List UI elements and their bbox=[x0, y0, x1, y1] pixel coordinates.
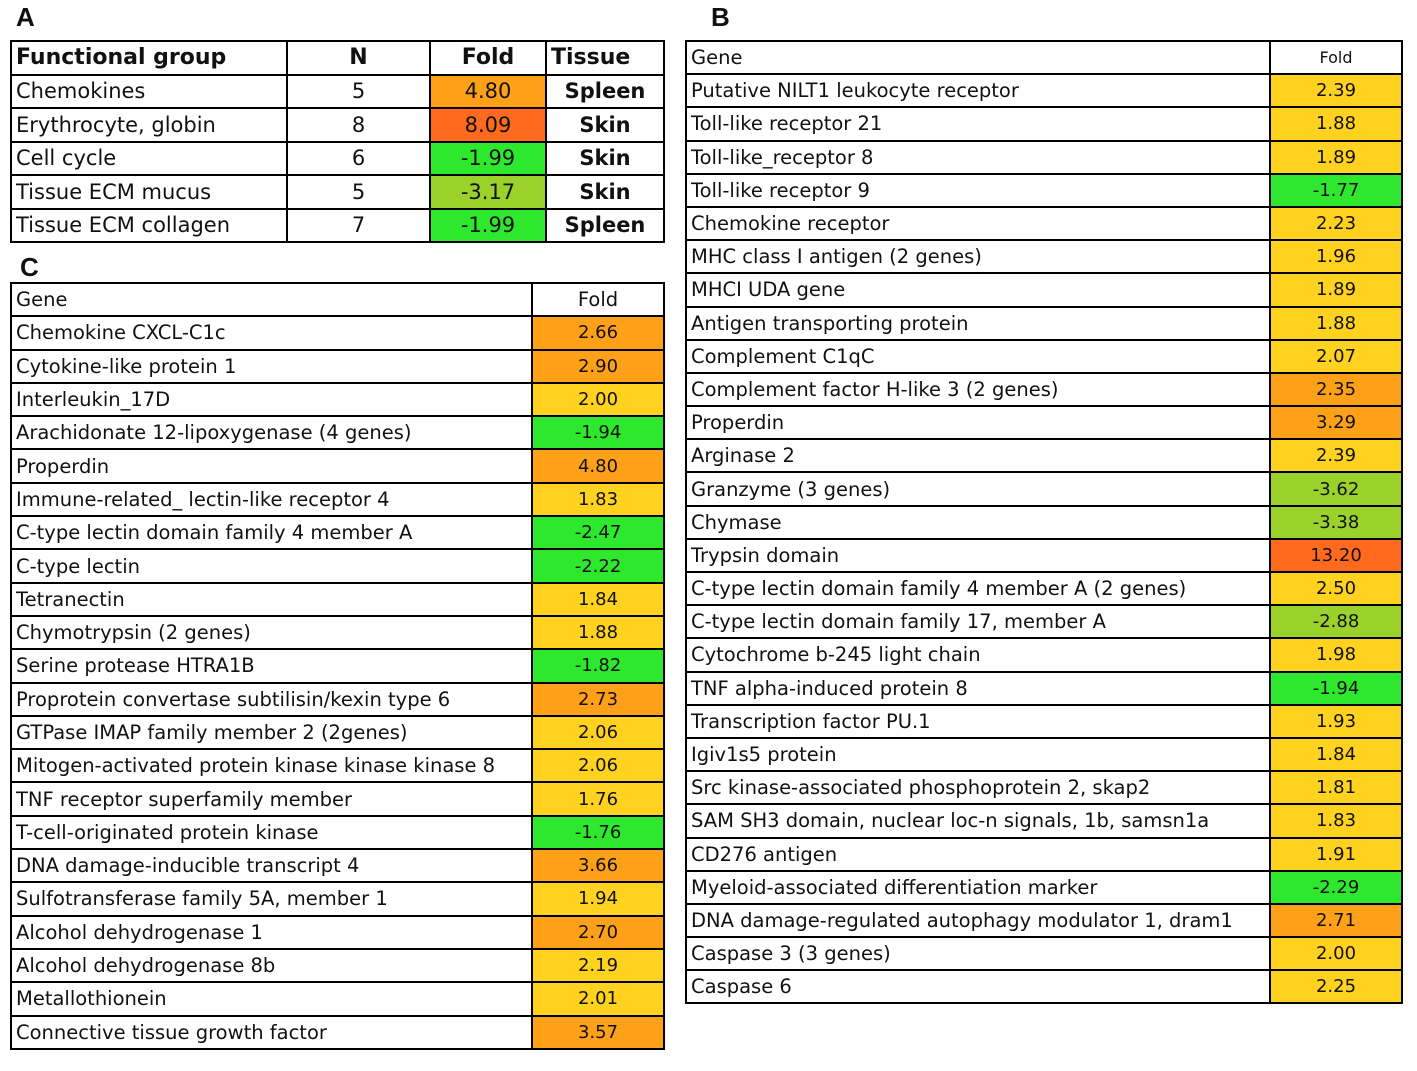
fold-cell: 2.66 bbox=[532, 316, 664, 349]
table-row bbox=[686, 539, 1402, 572]
tissue-cell: Spleen bbox=[546, 75, 664, 109]
table-row bbox=[11, 516, 664, 549]
fold-cell: 3.29 bbox=[1270, 406, 1402, 439]
fold-cell: 1.91 bbox=[1270, 838, 1402, 871]
table-row bbox=[11, 982, 664, 1015]
n-cell: 5 bbox=[287, 175, 430, 209]
table-row bbox=[686, 871, 1402, 904]
fold-cell: 1.94 bbox=[532, 882, 664, 915]
gene-name-cell: Cytokine-like protein 1 bbox=[11, 350, 532, 383]
table-row bbox=[11, 549, 664, 582]
fold-cell: 2.23 bbox=[1270, 207, 1402, 240]
gene-name-cell: DNA damage-regulated autophagy modulator 1, dram1 bbox=[686, 904, 1270, 937]
fold-cell: -1.77 bbox=[1270, 174, 1402, 207]
fold-cell: 1.89 bbox=[1270, 141, 1402, 174]
fold-cell: 2.25 bbox=[1270, 970, 1402, 1003]
gene-name-cell: MHC class I antigen (2 genes) bbox=[686, 240, 1270, 273]
gene-name-cell: Serine protease HTRA1B bbox=[11, 649, 532, 682]
fold-cell: 2.50 bbox=[1270, 572, 1402, 605]
gene-name-cell: SAM SH3 domain, nuclear loc-n signals, 1b, samsn1a bbox=[686, 804, 1270, 837]
table-row bbox=[686, 406, 1402, 439]
gene-name-cell: Toll-like_receptor 8 bbox=[686, 141, 1270, 174]
gene-name-cell: Granzyme (3 genes) bbox=[686, 472, 1270, 505]
fold-cell: 4.80 bbox=[532, 449, 664, 482]
gene-name-cell: C-type lectin domain family 4 member A bbox=[11, 516, 532, 549]
fold-cell: 13.20 bbox=[1270, 539, 1402, 572]
gene-name-cell: C-type lectin bbox=[11, 549, 532, 582]
gene-name-cell: Connective tissue growth factor bbox=[11, 1016, 532, 1049]
fold-cell: -1.99 bbox=[430, 142, 546, 176]
fold-cell: 1.89 bbox=[1270, 273, 1402, 306]
fold-cell: 2.39 bbox=[1270, 439, 1402, 472]
gene-name-cell: Myeloid-associated differentiation marker bbox=[686, 871, 1270, 904]
fold-cell: 8.09 bbox=[430, 108, 546, 142]
table-row bbox=[11, 916, 664, 949]
gene-name-cell: Sulfotransferase family 5A, member 1 bbox=[11, 882, 532, 915]
gene-name-cell: Proprotein convertase subtilisin/kexin type 6 bbox=[11, 683, 532, 716]
table-row bbox=[686, 207, 1402, 240]
table-row bbox=[11, 1016, 664, 1049]
gene-name-cell: Toll-like receptor 9 bbox=[686, 174, 1270, 207]
table-row bbox=[686, 506, 1402, 539]
fold-cell: 2.07 bbox=[1270, 340, 1402, 373]
table-header-row bbox=[11, 41, 664, 75]
functional-group-cell: Chemokines bbox=[11, 75, 287, 109]
gene-name-cell: Chemokine CXCL-C1c bbox=[11, 316, 532, 349]
table-row bbox=[686, 838, 1402, 871]
fold-cell: -1.94 bbox=[1270, 672, 1402, 705]
gene-name-cell: Chymotrypsin (2 genes) bbox=[11, 616, 532, 649]
gene-name-cell: Alcohol dehydrogenase 8b bbox=[11, 949, 532, 982]
fold-cell: 1.81 bbox=[1270, 771, 1402, 804]
fold-cell: 2.71 bbox=[1270, 904, 1402, 937]
gene-name-cell: Putative NILT1 leukocyte receptor bbox=[686, 74, 1270, 107]
gene-name-cell: Chymase bbox=[686, 506, 1270, 539]
table-row bbox=[686, 240, 1402, 273]
table-row bbox=[686, 771, 1402, 804]
gene-name-cell: TNF alpha-induced protein 8 bbox=[686, 672, 1270, 705]
table-header-row bbox=[686, 41, 1402, 74]
gene-name-cell: Metallothionein bbox=[11, 982, 532, 1015]
gene-name-cell: T-cell-originated protein kinase bbox=[11, 816, 532, 849]
gene-name-cell: Interleukin_17D bbox=[11, 383, 532, 416]
table-row bbox=[686, 273, 1402, 306]
gene-fold-table-c bbox=[10, 282, 665, 1050]
table-row bbox=[11, 782, 664, 815]
gene-name-cell: Arginase 2 bbox=[686, 439, 1270, 472]
fold-cell: -3.62 bbox=[1270, 472, 1402, 505]
gene-name-cell: CD276 antigen bbox=[686, 838, 1270, 871]
gene-name-cell: Complement factor H-like 3 (2 genes) bbox=[686, 373, 1270, 406]
fold-cell: 1.83 bbox=[532, 483, 664, 516]
table-row bbox=[11, 882, 664, 915]
table-row bbox=[11, 142, 664, 176]
gene-name-cell: Caspase 6 bbox=[686, 970, 1270, 1003]
gene-name-cell: Cytochrome b-245 light chain bbox=[686, 638, 1270, 671]
fold-cell: 3.66 bbox=[532, 849, 664, 882]
column-header-gene: Gene bbox=[11, 283, 532, 316]
table-row bbox=[11, 350, 664, 383]
table-body bbox=[686, 74, 1402, 1003]
panel-label-c: C bbox=[20, 252, 39, 282]
table-row bbox=[11, 949, 664, 982]
table-row bbox=[686, 174, 1402, 207]
fold-cell: 1.88 bbox=[532, 616, 664, 649]
n-cell: 7 bbox=[287, 209, 430, 243]
fold-cell: 2.39 bbox=[1270, 74, 1402, 107]
column-header-functional-group: Functional group bbox=[11, 41, 287, 75]
table-row bbox=[686, 74, 1402, 107]
table-row bbox=[11, 383, 664, 416]
column-header-fold: Fold bbox=[1270, 41, 1402, 74]
table-row bbox=[11, 108, 664, 142]
table-row bbox=[686, 904, 1402, 937]
table-row bbox=[11, 316, 664, 349]
column-header-tissue: Tissue bbox=[546, 41, 664, 75]
fold-cell: 2.00 bbox=[1270, 937, 1402, 970]
fold-cell: 1.84 bbox=[1270, 738, 1402, 771]
fold-cell: 2.06 bbox=[532, 749, 664, 782]
tissue-cell: Spleen bbox=[546, 209, 664, 243]
gene-name-cell: Transcription factor PU.1 bbox=[686, 705, 1270, 738]
table-row bbox=[686, 439, 1402, 472]
table-row bbox=[686, 307, 1402, 340]
gene-name-cell: Tetranectin bbox=[11, 583, 532, 616]
gene-name-cell: Toll-like receptor 21 bbox=[686, 107, 1270, 140]
table-row bbox=[686, 804, 1402, 837]
tissue-cell: Skin bbox=[546, 108, 664, 142]
fold-cell: -3.38 bbox=[1270, 506, 1402, 539]
table-row bbox=[11, 209, 664, 243]
gene-name-cell: Caspase 3 (3 genes) bbox=[686, 937, 1270, 970]
functional-group-cell: Tissue ECM mucus bbox=[11, 175, 287, 209]
table-row bbox=[11, 716, 664, 749]
gene-name-cell: Antigen transporting protein bbox=[686, 307, 1270, 340]
fold-cell: 4.80 bbox=[430, 75, 546, 109]
fold-cell: 3.57 bbox=[532, 1016, 664, 1049]
gene-name-cell: Immune-related_ lectin-like receptor 4 bbox=[11, 483, 532, 516]
table-row bbox=[11, 816, 664, 849]
n-cell: 6 bbox=[287, 142, 430, 176]
column-header-fold: Fold bbox=[532, 283, 664, 316]
table-row bbox=[686, 705, 1402, 738]
column-header-n: N bbox=[287, 41, 430, 75]
tissue-cell: Skin bbox=[546, 142, 664, 176]
table-body bbox=[11, 75, 664, 243]
fold-cell: -1.76 bbox=[532, 816, 664, 849]
gene-name-cell: C-type lectin domain family 4 member A (2 genes) bbox=[686, 572, 1270, 605]
table-row bbox=[686, 672, 1402, 705]
table-row bbox=[11, 749, 664, 782]
panel-label-b: B bbox=[711, 2, 730, 32]
gene-name-cell: Mitogen-activated protein kinase kinase kinase 8 bbox=[11, 749, 532, 782]
fold-cell: -3.17 bbox=[430, 175, 546, 209]
fold-cell: -1.99 bbox=[430, 209, 546, 243]
gene-name-cell: TNF receptor superfamily member bbox=[11, 782, 532, 815]
fold-cell: 1.98 bbox=[1270, 638, 1402, 671]
functional-group-cell: Cell cycle bbox=[11, 142, 287, 176]
fold-cell: 2.00 bbox=[532, 383, 664, 416]
table-header-row bbox=[11, 283, 664, 316]
n-cell: 8 bbox=[287, 108, 430, 142]
column-header-gene: Gene bbox=[686, 41, 1270, 74]
tissue-cell: Skin bbox=[546, 175, 664, 209]
table-row bbox=[686, 638, 1402, 671]
table-row bbox=[686, 141, 1402, 174]
fold-cell: 2.73 bbox=[532, 683, 664, 716]
gene-name-cell: Properdin bbox=[11, 449, 532, 482]
fold-cell: 1.96 bbox=[1270, 240, 1402, 273]
table-row bbox=[686, 738, 1402, 771]
table-row bbox=[11, 616, 664, 649]
fold-cell: 1.76 bbox=[532, 782, 664, 815]
table-row bbox=[11, 683, 664, 716]
fold-cell: 2.90 bbox=[532, 350, 664, 383]
gene-name-cell: C-type lectin domain family 17, member A bbox=[686, 605, 1270, 638]
gene-name-cell: Src kinase-associated phosphoprotein 2, skap2 bbox=[686, 771, 1270, 804]
fold-cell: 1.83 bbox=[1270, 804, 1402, 837]
fold-cell: 2.70 bbox=[532, 916, 664, 949]
panel-label-a: A bbox=[16, 2, 35, 32]
table-row bbox=[686, 970, 1402, 1003]
gene-name-cell: GTPase IMAP family member 2 (2genes) bbox=[11, 716, 532, 749]
gene-name-cell: Properdin bbox=[686, 406, 1270, 439]
table-row bbox=[11, 849, 664, 882]
table-row bbox=[11, 416, 664, 449]
table-row bbox=[686, 472, 1402, 505]
functional-group-cell: Erythrocyte, globin bbox=[11, 108, 287, 142]
table-row bbox=[686, 373, 1402, 406]
fold-cell: -2.88 bbox=[1270, 605, 1402, 638]
table-row bbox=[11, 649, 664, 682]
table-body bbox=[11, 316, 664, 1049]
gene-fold-table-b bbox=[685, 40, 1403, 1004]
table-row bbox=[686, 605, 1402, 638]
n-cell: 5 bbox=[287, 75, 430, 109]
gene-name-cell: Trypsin domain bbox=[686, 539, 1270, 572]
gene-name-cell: Alcohol dehydrogenase 1 bbox=[11, 916, 532, 949]
table-row bbox=[686, 937, 1402, 970]
table-row bbox=[11, 449, 664, 482]
functional-group-table bbox=[10, 40, 665, 243]
fold-cell: 1.88 bbox=[1270, 307, 1402, 340]
fold-cell: -1.82 bbox=[532, 649, 664, 682]
functional-group-cell: Tissue ECM collagen bbox=[11, 209, 287, 243]
fold-cell: 2.35 bbox=[1270, 373, 1402, 406]
fold-cell: 2.01 bbox=[532, 982, 664, 1015]
fold-cell: -1.94 bbox=[532, 416, 664, 449]
gene-name-cell: Complement C1qC bbox=[686, 340, 1270, 373]
table-row bbox=[11, 175, 664, 209]
gene-name-cell: DNA damage-inducible transcript 4 bbox=[11, 849, 532, 882]
fold-cell: 1.93 bbox=[1270, 705, 1402, 738]
table-row bbox=[11, 75, 664, 109]
gene-name-cell: MHCI UDA gene bbox=[686, 273, 1270, 306]
fold-cell: 2.06 bbox=[532, 716, 664, 749]
fold-cell: 1.88 bbox=[1270, 107, 1402, 140]
table-row bbox=[11, 583, 664, 616]
fold-cell: -2.29 bbox=[1270, 871, 1402, 904]
column-header-fold: Fold bbox=[430, 41, 546, 75]
gene-name-cell: Chemokine receptor bbox=[686, 207, 1270, 240]
table-row bbox=[686, 340, 1402, 373]
fold-cell: -2.47 bbox=[532, 516, 664, 549]
table-row bbox=[11, 483, 664, 516]
fold-cell: 1.84 bbox=[532, 583, 664, 616]
gene-name-cell: Igiv1s5 protein bbox=[686, 738, 1270, 771]
table-row bbox=[686, 107, 1402, 140]
gene-name-cell: Arachidonate 12-lipoxygenase (4 genes) bbox=[11, 416, 532, 449]
table-row bbox=[686, 572, 1402, 605]
fold-cell: -2.22 bbox=[532, 549, 664, 582]
fold-cell: 2.19 bbox=[532, 949, 664, 982]
